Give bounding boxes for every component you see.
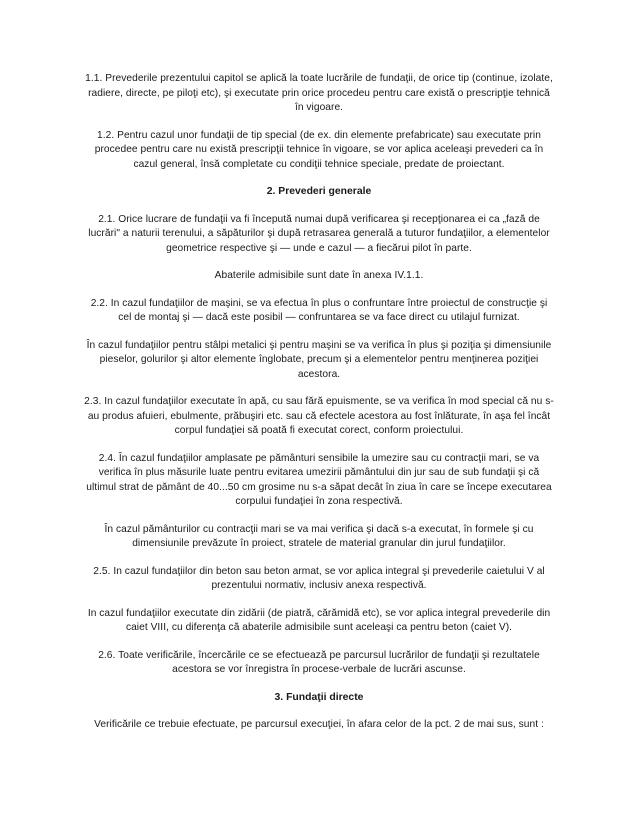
paragraph-abateri: Abaterile admisibile sunt date în anexa IV.1.1.	[214, 270, 424, 281]
paragraph-stalpi-metalici: În cazul fundaţiilor pentru stâlpi metalici şi pentru maşini se va verifica în plus şi poziţia şi dimensiunile pieselor, golurilor şi altor elemente înglobate, precum şi a elementelor pentru menţinerea poziţiei acestora.	[86, 339, 552, 380]
section-heading-2: 2. Prevederi generale	[266, 186, 372, 197]
paragraph-contractii-mari: În cazul pământurilor cu contracţii mari se va mai verifica şi dacă s-a executat, în formele şi cu dimensiunile prevăzute în proiect, stratele de material granular din jurul fundaţiilor.	[104, 523, 534, 549]
paragraph-2-2: 2.2. In cazul fundaţiilor de maşini, se va efectua în plus o confruntare între proiectul de construcţie şi cel de montaj şi — dacă este posibil — confruntarea se va face direct cu utilajul furnizat.	[90, 297, 548, 323]
document-page	[84, 72, 554, 746]
paragraph-1-2: 1.2. Pentru cazul unor fundaţii de tip special (de ex. din elemente prefabricate) sau executate prin procedee pentru care nu există prescripţii tehnice în vigoare, se vor aplica aceleaşi prevederi ca în cazul general, însă completate cu condiţii tehnice speciale, predate de proiectant.	[94, 129, 544, 170]
paragraph-2-6: 2.6. Toate verificările, încercările ce se efectuează pe parcursul lucrărilor de fundaţii şi rezultatele acestora se vor înregistra în procese-verbale de lucrări ascunse.	[98, 649, 540, 675]
paragraph-1-1: 1.1. Prevederile prezentului capitol se aplică la toate lucrările de fundaţii, de orice tip (continue, izolate, radiere, directe, pe piloţi etc), şi executate prin orice procedeu pentru care există o prescripţie tehnică în vigoare.	[85, 73, 553, 113]
paragraph-verificari: Verificările ce trebuie efectuate, pe parcursul execuţiei, în afara celor de la pct. 2 de mai sus, sunt :	[94, 719, 544, 730]
paragraph-zidarii: In cazul fundaţiilor executate din zidării (de piatră, cărămidă etc), se vor aplica integral prevederile din caiet VIII, cu diferenţa că abaterile admisibile sunt aceleaşi ca pentru beton (caiet V).	[87, 607, 551, 633]
section-heading-3: 3. Fundaţii directe	[274, 691, 364, 703]
paragraph-2-3: 2.3. In cazul fundaţiilor executate în apă, cu sau fără epuismente, se va verifica în mod special că nu s-au produs afuieri, ebulmente, prăbuşiri etc. sau că efectele acestora au fost înlăturate, în aşa fel încât corpul fundaţiei să poată fi executat corect, conform proiectului.	[84, 396, 554, 436]
paragraph-2-4: 2.4. În cazul fundaţiilor amplasate pe pământuri sensibile la umezire sau cu contracţii mari, se va verifica în plus măsurile luate pentru evitarea umezirii pământului din jur sau de sub fundaţii şi că ultimul strat de pământ de 40...50 cm grosime nu s-a săpat decât în ziua în care se începe executarea corpului fundaţiei în zona respectivă.	[86, 452, 552, 507]
paragraph-2-1: 2.1. Orice lucrare de fundaţii va fi începută numai după verificarea şi recepţionarea ei ca „fază de lucrări" a naturii terenului, a săpăturilor şi după retrasarea generală a tuturor fundaţiilor, a elementelor geometrice respective şi — unde e cazul — a fiecărui pilot în parte.	[88, 213, 550, 254]
paragraph-2-5: 2.5. In cazul fundaţiilor din beton sau beton armat, se vor aplica integral şi prevederile caietului V al prezentului normativ, inclusiv anexa respectivă.	[93, 565, 545, 591]
